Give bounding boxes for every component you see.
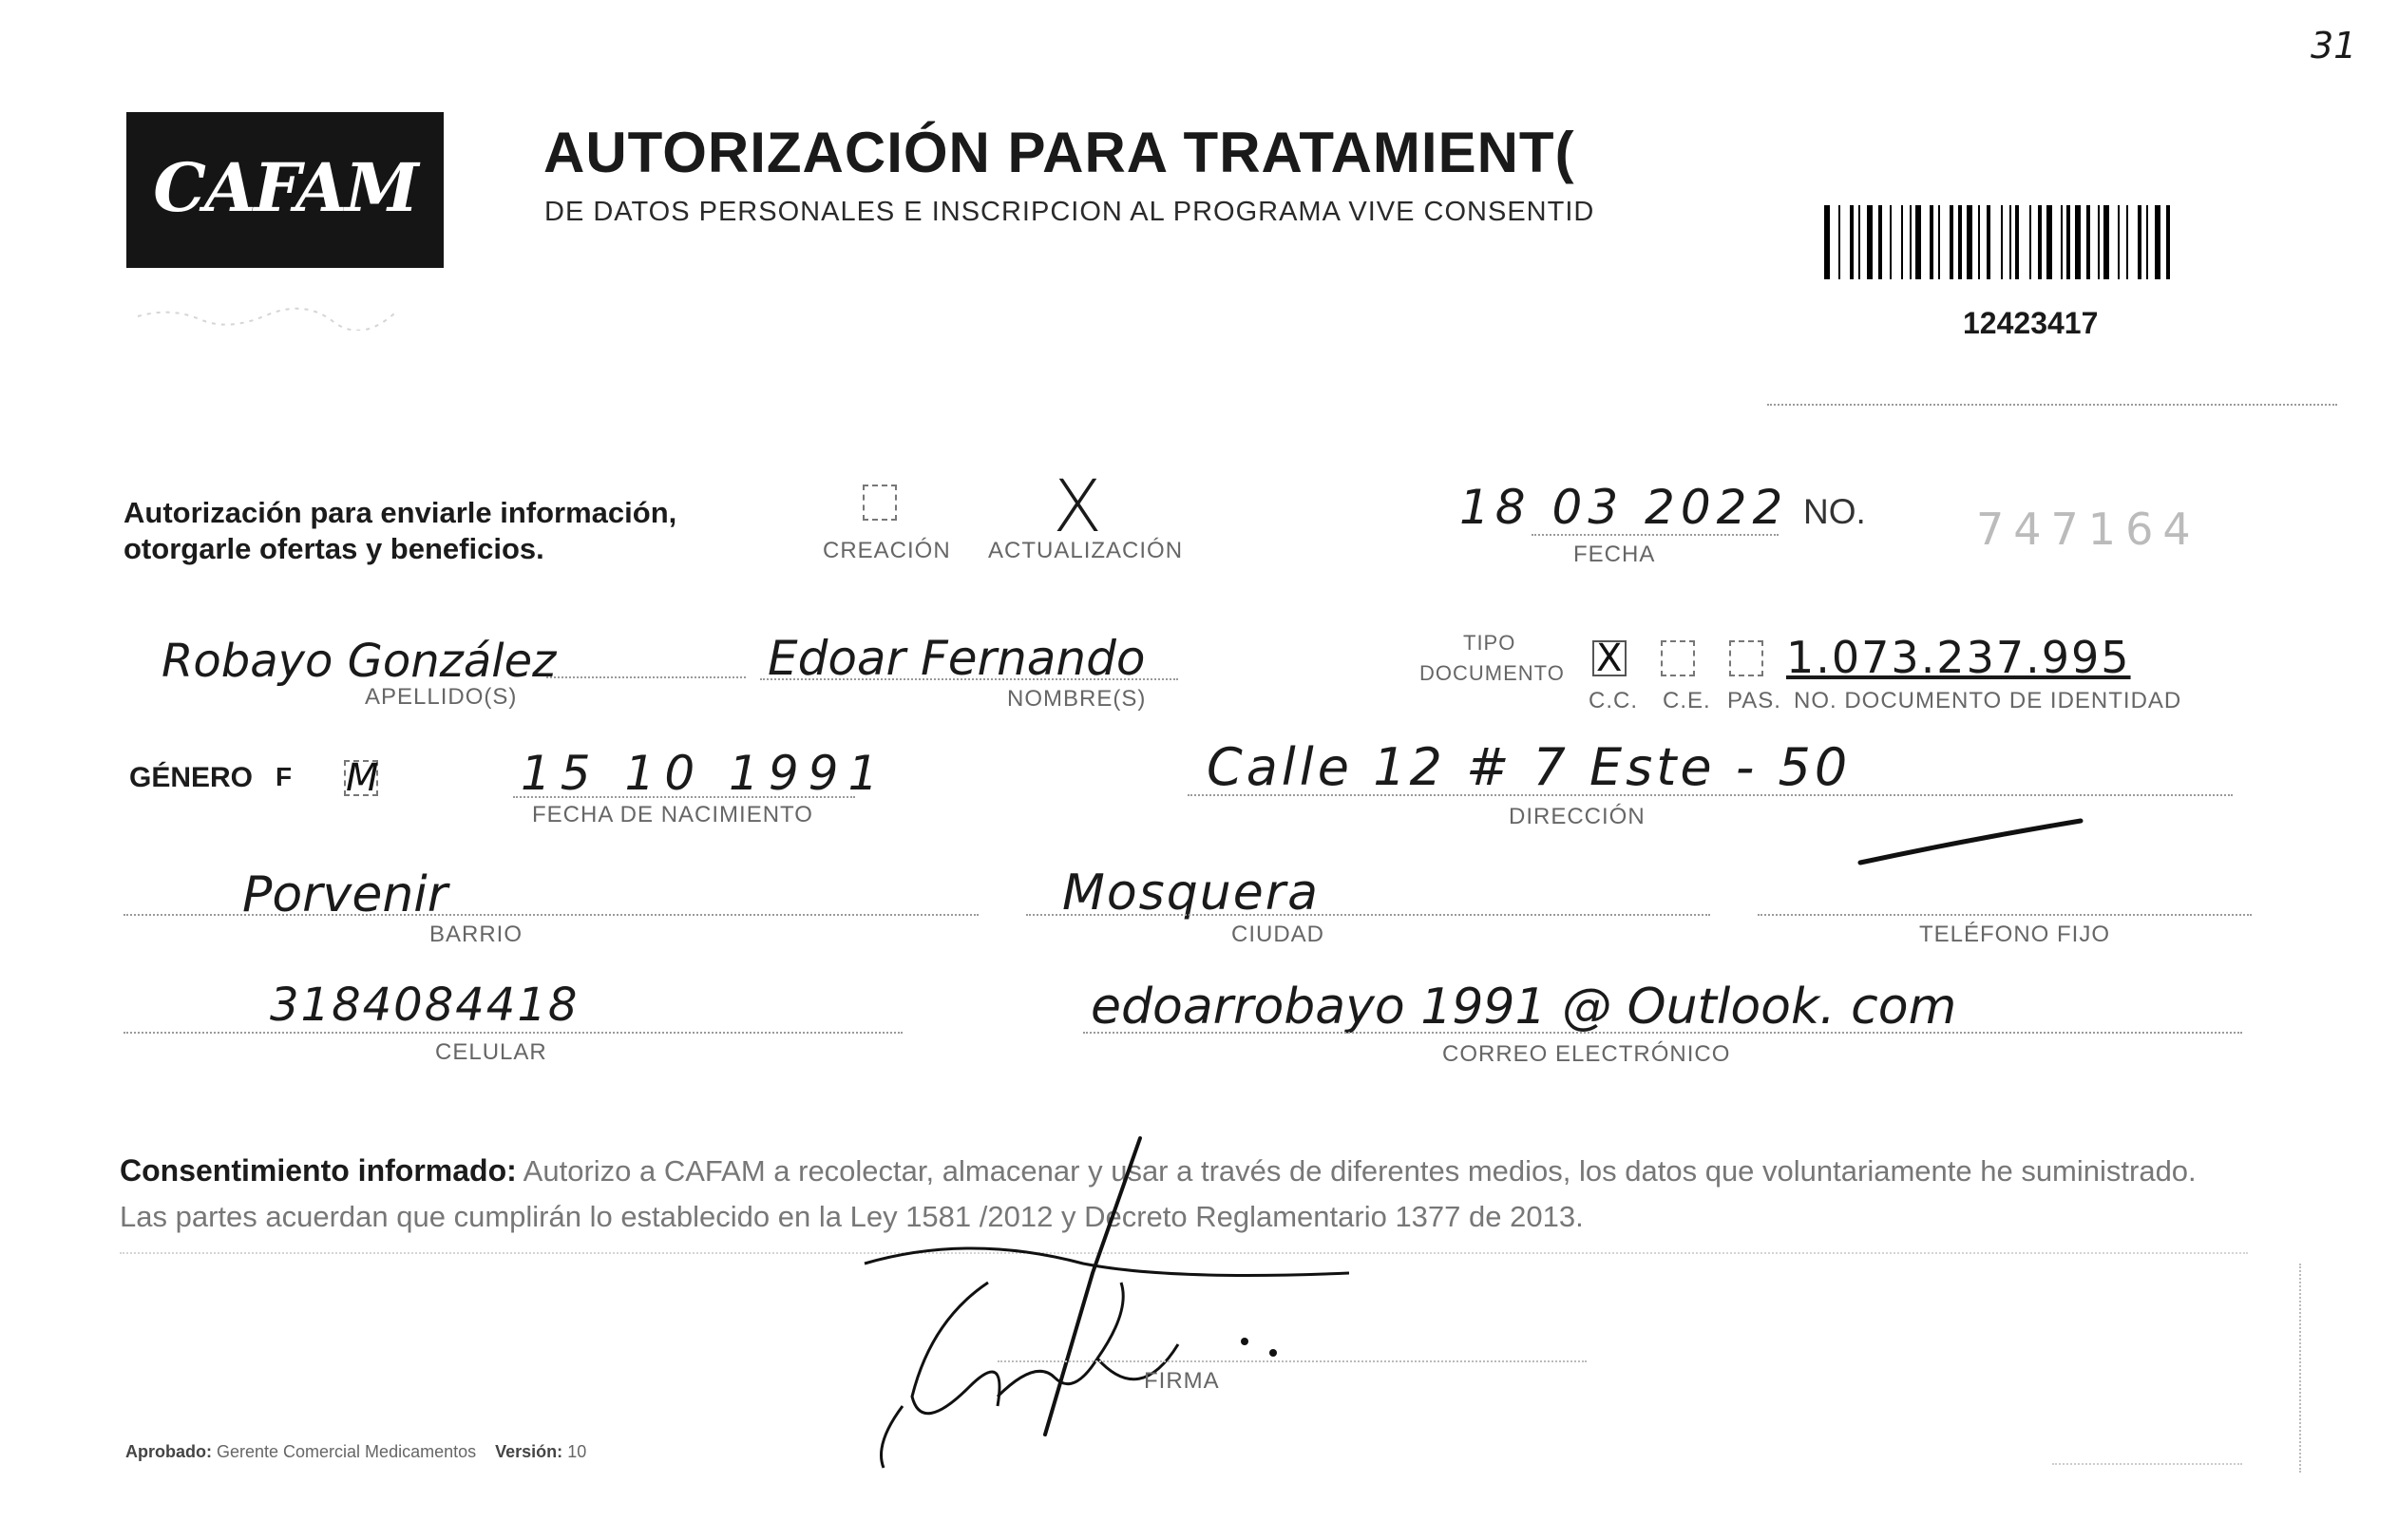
footer-stamp-faint <box>2052 1450 2242 1465</box>
no-value: 747164 <box>1976 504 2200 555</box>
doc-ce-label: C.E. <box>1663 688 1711 713</box>
barcode-bar <box>2001 205 2003 279</box>
barcode-bar <box>2155 205 2160 279</box>
authorization-text-line2: otorgarle ofertas y beneficios. <box>124 532 544 565</box>
barcode-bar <box>2103 205 2109 279</box>
mobile-value: 3184084418 <box>270 979 580 1032</box>
names-value: Edoar Fernando <box>768 631 1146 686</box>
doc-type-label-2: DOCUMENTO <box>1419 661 1565 685</box>
barcode-bar <box>1950 205 1953 279</box>
doc-number-value: 1.073.237.995 <box>1786 632 2131 683</box>
barcode-bar <box>1901 205 1903 279</box>
barcode-bar <box>2015 205 2019 279</box>
city-value: Mosquera <box>1062 865 1320 922</box>
page-number: 31 <box>2311 25 2357 67</box>
barcode-bar <box>2118 205 2120 279</box>
neighborhood-line <box>124 914 979 916</box>
barcode-bar <box>1890 205 1892 279</box>
gender-m-checkbox[interactable] <box>344 756 379 800</box>
mobile-label: CELULAR <box>435 1039 547 1065</box>
names-label: NOMBRE(S) <box>1007 686 1147 712</box>
doc-pas-label: PAS. <box>1727 688 1781 713</box>
logo-text: CAFAM <box>153 148 417 227</box>
barcode-bar <box>2166 205 2170 279</box>
no-label: NO. <box>1803 492 1866 531</box>
barcode-number: 12423417 <box>1963 306 2099 340</box>
barcode-bar <box>2146 205 2148 279</box>
side-print-faint <box>2299 1264 2311 1473</box>
gender-m-mark: M <box>346 756 379 800</box>
barcode-bar <box>2038 205 2042 279</box>
update-label: ACTUALIZACIÓN <box>988 538 1184 563</box>
address-label: DIRECCIÓN <box>1509 804 1646 829</box>
approved-value: Gerente Comercial Medicamentos <box>217 1442 477 1461</box>
form-title: AUTORIZACIÓN PARA TRATAMIENT( <box>543 121 1575 184</box>
surnames-line <box>546 676 746 678</box>
barcode-bar <box>1987 205 1990 279</box>
doc-ce-checkbox[interactable] <box>1661 640 1695 676</box>
pen-stroke <box>1853 813 2090 870</box>
consent-text-line2: Las partes acuerdan que cumplirán lo establecido en la Ley 1581 /2012 y Decreto Reglamentario 1377 de 2013. <box>120 1200 1584 1233</box>
city-label: CIUDAD <box>1231 922 1325 947</box>
doc-number-label: NO. DOCUMENTO DE IDENTIDAD <box>1794 688 2182 713</box>
barcode-bar <box>1910 205 1912 279</box>
approved-label: Aprobado: <box>125 1442 212 1461</box>
barcode-bar <box>2126 205 2128 279</box>
doc-pas-checkbox[interactable] <box>1729 640 1763 676</box>
gender-f-label: F <box>276 762 293 791</box>
barcode-bar <box>2046 205 2052 279</box>
barcode-bar <box>1878 205 1882 279</box>
birth-line <box>513 796 855 798</box>
version-value: 10 <box>567 1442 587 1461</box>
barcode-bar <box>1824 205 1830 279</box>
date-line <box>1532 534 1779 536</box>
doc-cc-checkbox[interactable] <box>1592 637 1627 680</box>
date-label: FECHA <box>1573 542 1656 567</box>
form-subtitle: DE DATOS PERSONALES E INSCRIPCION AL PROGRAMA VIVE CONSENTID <box>544 197 1595 227</box>
barcode-bar <box>1838 205 1840 279</box>
barcode-bar <box>2029 205 2031 279</box>
barcode-bar <box>2098 205 2100 279</box>
email-line <box>1083 1032 2242 1034</box>
barcode-bar <box>1938 205 1940 279</box>
signature-label: FIRMA <box>1144 1368 1220 1394</box>
barcode-bar <box>1858 205 1860 279</box>
barcode-bar <box>1867 205 1873 279</box>
neighborhood-label: BARRIO <box>429 922 523 947</box>
authorization-text-line1: Autorización para enviarle información, <box>124 496 677 529</box>
barcode <box>1824 205 2208 279</box>
address-value: Calle 12 # 7 Este - 50 <box>1207 737 1852 797</box>
email-value: edoarrobayo 1991 @ Outlook. com <box>1091 979 1957 1036</box>
birth-value: 15 10 1991 <box>521 746 888 801</box>
consent-heading: Consentimiento informado: <box>120 1153 517 1188</box>
barcode-bar <box>1958 205 1962 279</box>
footer <box>125 1442 586 1462</box>
city-line <box>1026 914 1710 916</box>
barcode-bar <box>1915 205 1921 279</box>
doc-cc-label: C.C. <box>1589 688 1638 713</box>
gender-label: GÉNERO <box>129 762 254 793</box>
signature-image <box>855 1121 1349 1473</box>
birth-label: FECHA DE NACIMIENTO <box>532 802 813 827</box>
surnames-value: Robayo González <box>162 635 557 688</box>
email-label: CORREO ELECTRÓNICO <box>1442 1041 1731 1067</box>
landline-label: TELÉFONO FIJO <box>1919 922 2111 947</box>
barcode-bar <box>1930 205 1933 279</box>
update-checkmark[interactable]: X <box>1053 464 1103 548</box>
names-line <box>760 678 1178 680</box>
version-label: Versión: <box>495 1442 563 1461</box>
consent-text-line1: Autorizo a CAFAM a recolectar, almacenar y usar a través de diferentes medios, los datos que voluntariamente he suministrado. <box>523 1154 2197 1188</box>
barcode-bar <box>2138 205 2141 279</box>
faint-stamp <box>133 302 399 331</box>
barcode-bar <box>2075 205 2081 279</box>
header-dotted-rule <box>1767 404 2337 406</box>
creation-checkbox[interactable] <box>863 485 897 521</box>
neighborhood-value: Porvenir <box>242 866 448 923</box>
surnames-label: APELLIDO(S) <box>365 684 518 710</box>
mobile-line <box>124 1032 903 1034</box>
barcode-bar <box>2061 205 2063 279</box>
doc-cc-mark: X <box>1596 637 1623 680</box>
creation-label: CREACIÓN <box>823 538 951 563</box>
doc-type-label-1: TIPO <box>1463 631 1516 655</box>
barcode-bar <box>1967 205 1972 279</box>
barcode-bar <box>1850 205 1854 279</box>
barcode-bar <box>2066 205 2070 279</box>
landline-line <box>1758 914 2252 916</box>
barcode-bar <box>1978 205 1980 279</box>
signature-line <box>998 1360 1587 1362</box>
cafam-logo <box>126 112 444 268</box>
barcode-bar <box>2009 205 2011 279</box>
barcode-bar <box>2086 205 2090 279</box>
address-line <box>1188 794 2233 796</box>
date-value: 18 03 2022 <box>1459 480 1789 535</box>
